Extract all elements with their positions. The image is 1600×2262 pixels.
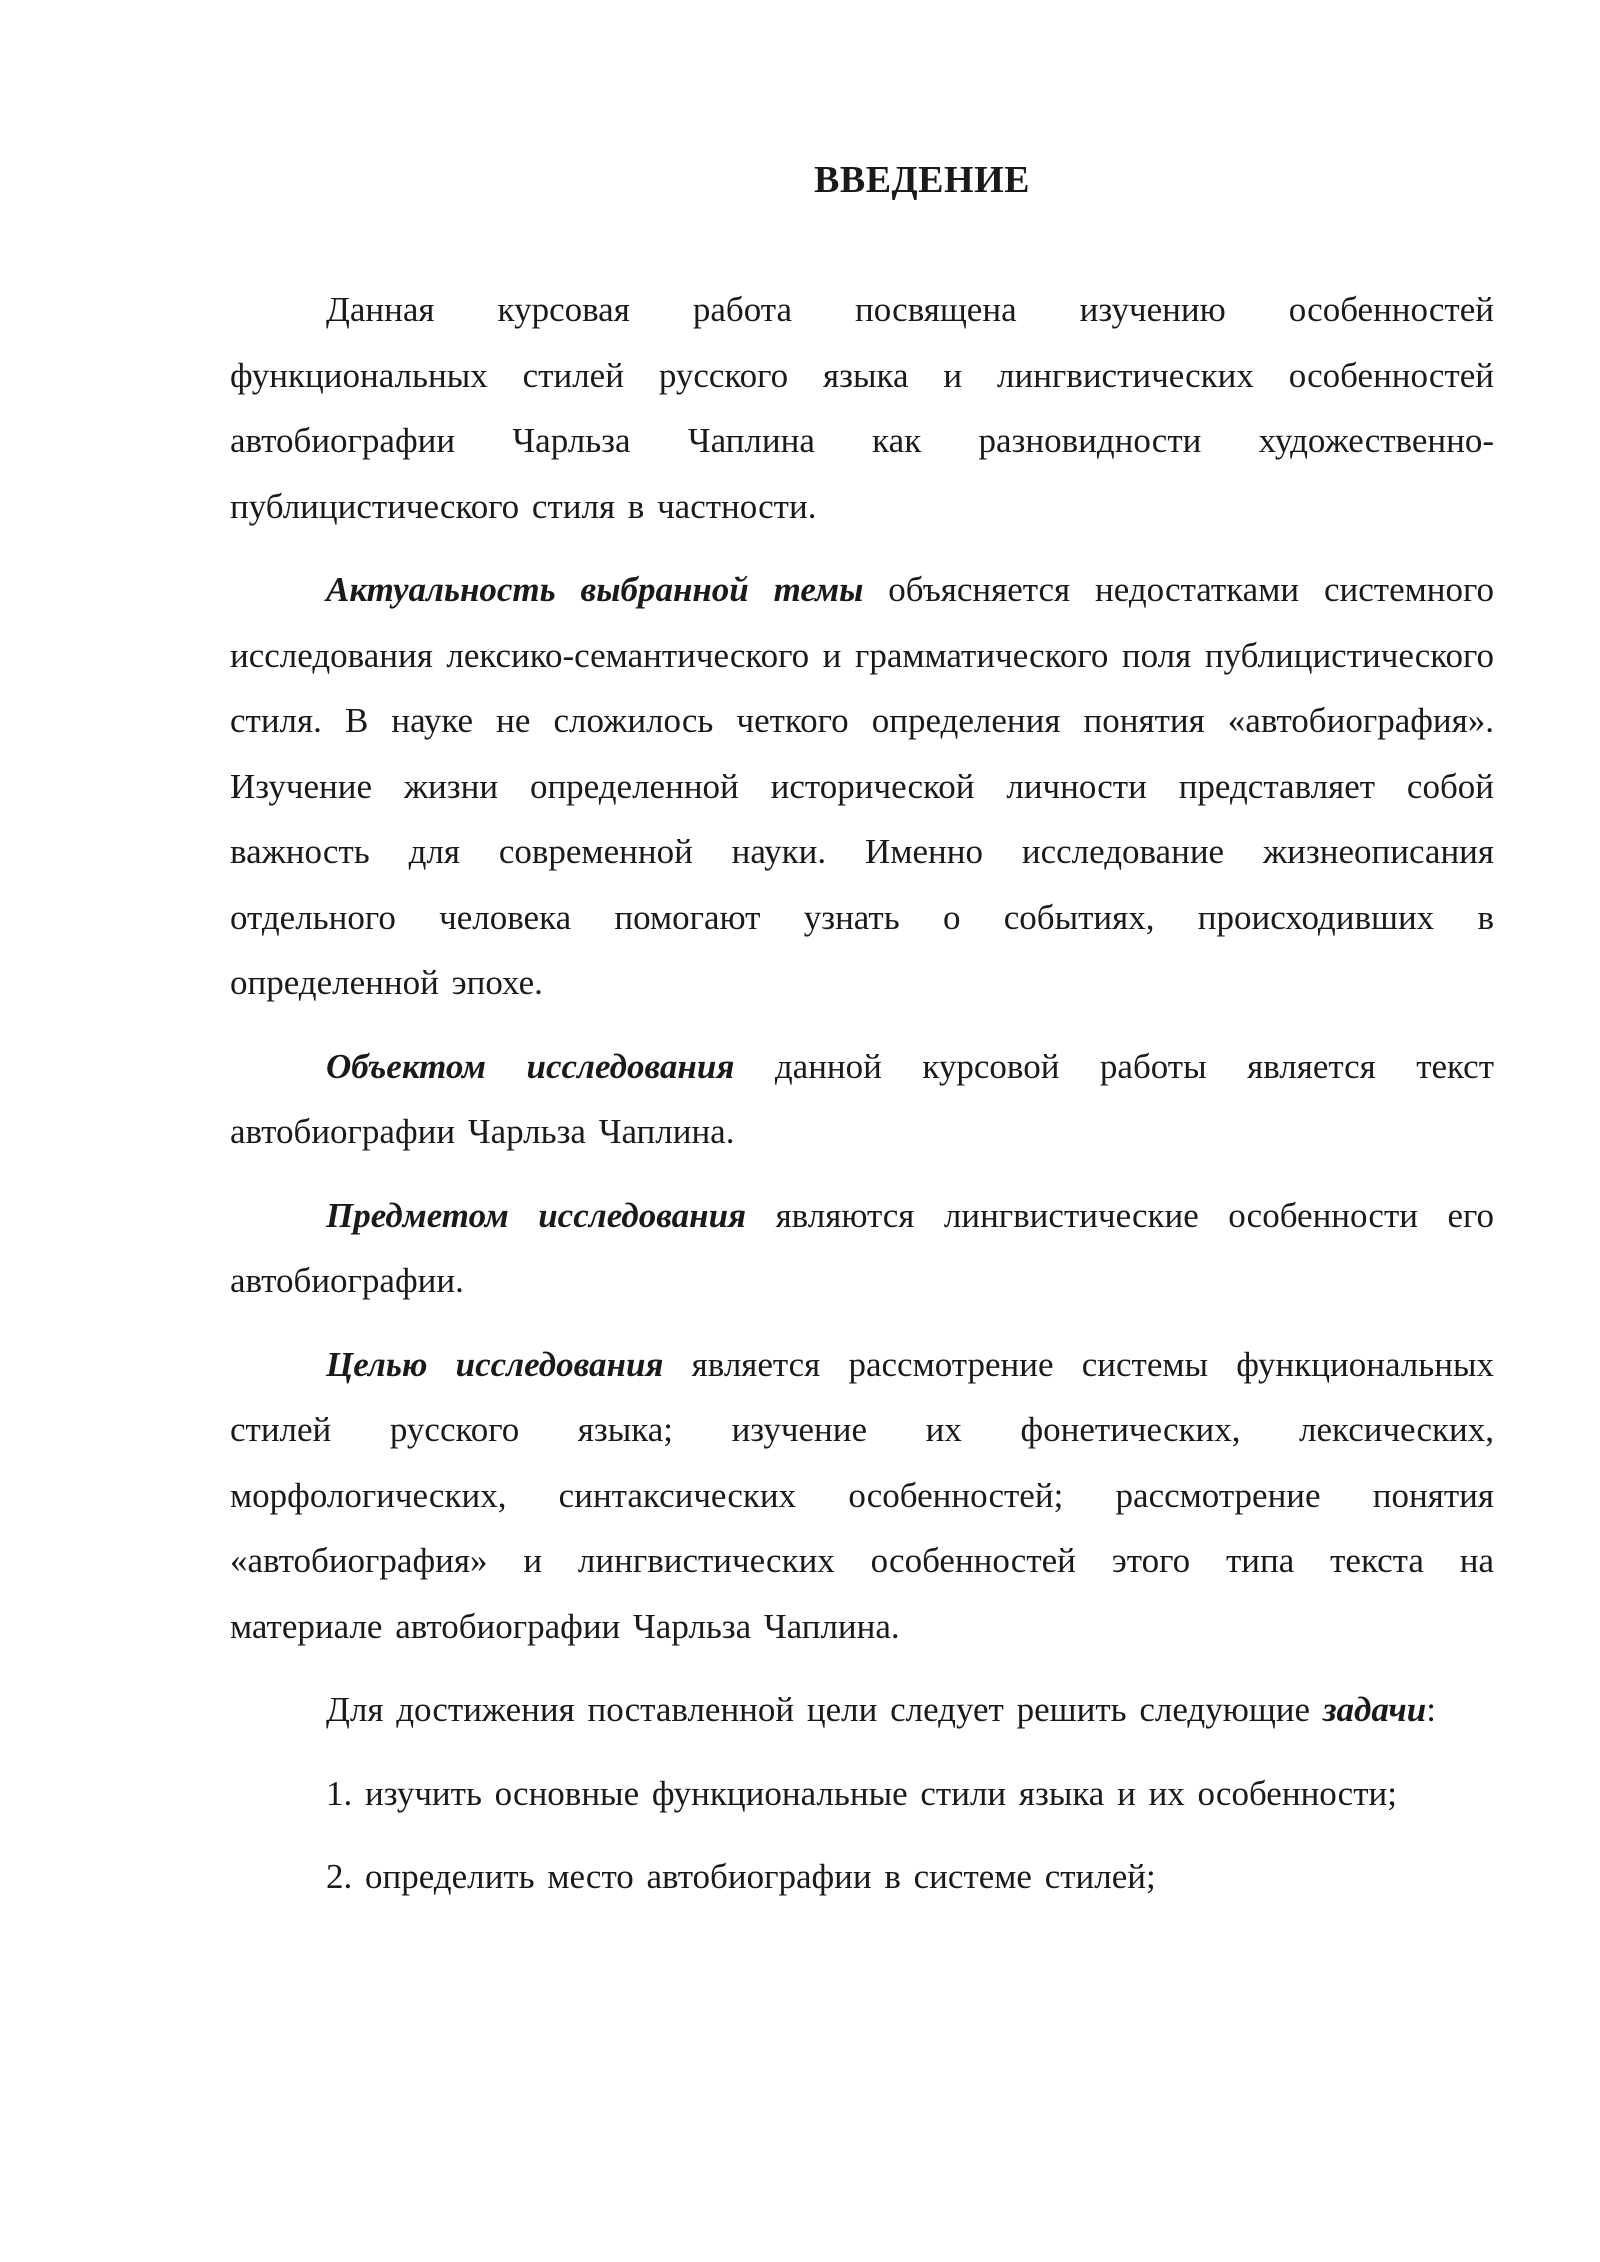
paragraph-text: данной курсовой работы является текст автобиографии Чарльза Чаплина. — [230, 1046, 1494, 1151]
paragraph-term: Предметом исследования — [326, 1195, 747, 1235]
paragraph-text: являются лингвистические особенности его автобиографии. — [230, 1195, 1494, 1300]
paragraph-object — [230, 1034, 1494, 1165]
paragraph-tasks-intro — [230, 1677, 1494, 1743]
list-item: 2. определить место автобиографии в системе стилей; — [326, 1857, 1156, 1896]
paragraph-term: Объектом исследования — [326, 1046, 735, 1086]
paragraph-text: объясняется недостатками системного исследования лексико-семантического и грамматического поля публицистического стиля. В науке не сложилось четкого определения понятия «автобиография». Изучение жизни определенной исторической личности представляет собой важность для современной науки. Именно исследование жизнеописания отдельного человека помогают узнать о событиях, происходивших в определенной эпохе. — [230, 570, 1494, 1002]
paragraph-term: задачи — [1322, 1690, 1427, 1729]
paragraph-term: Целью исследования — [326, 1344, 664, 1384]
document-body — [230, 150, 1494, 1928]
paragraph-relevance — [230, 557, 1494, 1016]
paragraph-text: является рассмотрение системы функциональных стилей русского языка; изучение их фонетических, лексических, морфологических, синтаксических особенностей; рассмотрение понятия «автобиография» и лингвистических особенностей этого типа текста на материале автобиографии Чарльза Чаплина. — [230, 1344, 1494, 1646]
paragraph-subject — [230, 1183, 1494, 1314]
paragraph-term: Актуальность выбранной темы — [326, 570, 864, 609]
paragraph-intro — [230, 277, 1494, 539]
paragraph-text: Для достижения поставленной цели следует решить следующие — [326, 1690, 1323, 1729]
paragraph-goal — [230, 1332, 1494, 1660]
paragraph-punctuation: : — [1426, 1690, 1436, 1729]
paragraph-text: Данная курсовая работа посвящена изучению особенностей функциональных стилей русского языка и лингвистических особенностей автобиографии Чарльза Чаплина как разновидности художественно-публицистического стиля в частности. — [230, 290, 1494, 526]
page-title: ВВЕДЕНИЕ — [814, 159, 1030, 201]
list-item: 1. изучить основные функциональные стили языка и их особенности; — [326, 1773, 1397, 1813]
